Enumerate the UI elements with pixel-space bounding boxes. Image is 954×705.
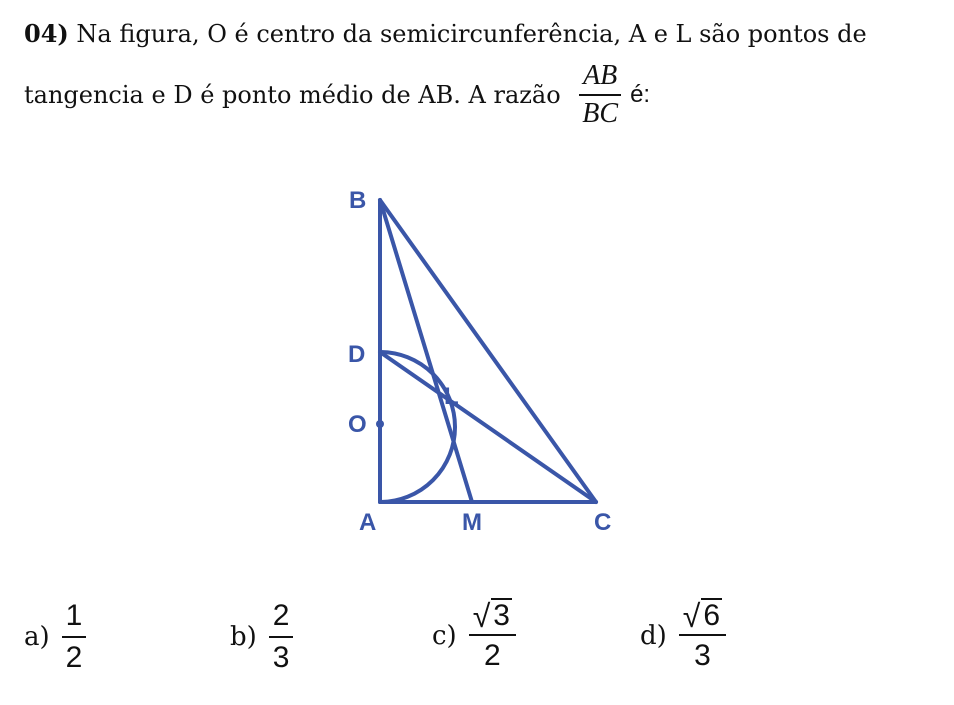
ratio-numerator: AB bbox=[579, 60, 621, 96]
geometry-figure bbox=[330, 180, 630, 540]
question-text bbox=[24, 12, 940, 56]
option-b-denominator: 3 bbox=[272, 641, 290, 674]
option-c-radicand: 3 bbox=[493, 599, 510, 632]
segment-dc bbox=[380, 352, 596, 502]
option-c-denominator: 2 bbox=[484, 639, 501, 672]
question-line2-prefix: tangencia e D é ponto médio de AB. A razão bbox=[24, 81, 569, 109]
center-point-o bbox=[376, 420, 384, 428]
option-b[interactable] bbox=[230, 598, 293, 676]
option-b-label: b) bbox=[230, 622, 257, 652]
option-d-radicand: 6 bbox=[703, 599, 721, 632]
segment-bc bbox=[380, 200, 596, 502]
label-m: M bbox=[462, 509, 482, 536]
semicircle-arc bbox=[380, 352, 455, 502]
option-d[interactable] bbox=[640, 598, 726, 674]
question-line2 bbox=[24, 60, 650, 130]
option-c[interactable] bbox=[432, 598, 516, 674]
option-b-numerator: 2 bbox=[269, 598, 294, 638]
label-c: C bbox=[594, 509, 612, 536]
option-b-fraction bbox=[269, 598, 294, 676]
sqrt-icon: √ bbox=[472, 598, 491, 634]
option-d-fraction bbox=[679, 598, 726, 674]
sqrt-icon: √ bbox=[682, 598, 701, 634]
label-b: B bbox=[349, 187, 367, 214]
question-number: 04) bbox=[24, 19, 69, 48]
option-a-numerator: 1 bbox=[62, 598, 87, 638]
question-line1: Na figura, O é centro da semicircunferência, A e L são pontos de bbox=[76, 20, 867, 48]
option-c-numerator bbox=[469, 598, 516, 636]
option-d-label: d) bbox=[640, 621, 667, 651]
option-a-fraction bbox=[62, 598, 87, 676]
option-c-fraction bbox=[469, 598, 516, 674]
option-d-denominator: 3 bbox=[694, 639, 711, 672]
label-d: D bbox=[348, 341, 366, 368]
label-l: L bbox=[444, 383, 459, 410]
ratio-fraction bbox=[578, 60, 622, 130]
question-line2-suffix: é: bbox=[630, 81, 651, 108]
option-d-numerator bbox=[679, 598, 726, 636]
option-a-denominator: 2 bbox=[65, 641, 83, 674]
option-c-label: c) bbox=[432, 621, 457, 651]
segment-bm bbox=[380, 200, 472, 502]
option-a-label: a) bbox=[24, 622, 50, 652]
label-a: A bbox=[359, 509, 377, 536]
label-o: O bbox=[348, 411, 367, 438]
option-a[interactable] bbox=[24, 598, 86, 676]
ratio-denominator: BC bbox=[582, 98, 619, 129]
